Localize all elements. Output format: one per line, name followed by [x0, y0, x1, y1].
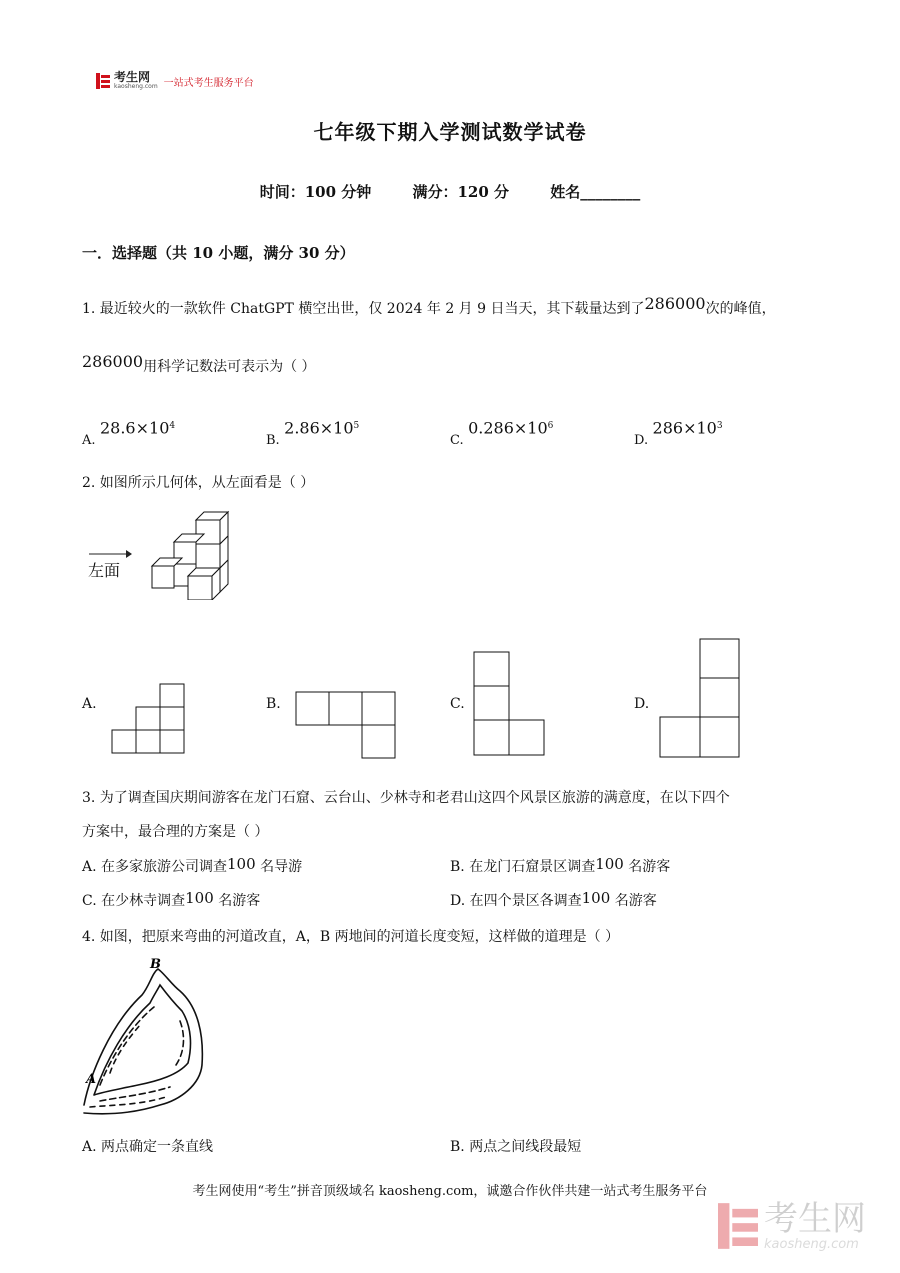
- q3-option-a[interactable]: A. 在多家旅游公司调查100 名导游: [82, 855, 303, 875]
- q3-option-b[interactable]: B. 在龙门石窟景区调查100 名游客: [450, 855, 671, 875]
- q2-option-d-figure[interactable]: [659, 638, 741, 759]
- q1-line1: 1. 最近较火的一款软件 ChatGPT 横空出世，仅 2024 年 2 月 9 日当天，其下载量达到了286000次的峰值，: [82, 294, 776, 317]
- q2-option-b-figure[interactable]: [295, 691, 397, 759]
- exam-name-field: 姓名________: [550, 183, 641, 201]
- section-heading: 一．选择题（共 10 小题，满分 30 分）: [82, 244, 355, 262]
- q3-line2: 方案中，最合理的方案是（ ）: [82, 824, 269, 840]
- point-a-label: A: [86, 1072, 97, 1087]
- view-label: 左面: [88, 561, 121, 580]
- exam-time: 时间：100 分钟: [259, 183, 372, 201]
- q1-line2: 286000用科学记数法可表示为（ ）: [82, 352, 316, 375]
- q1-option-a[interactable]: A. $28.6\times 10^4$: [82, 418, 176, 448]
- watermark: [718, 1200, 866, 1252]
- q2-view-direction: [88, 548, 132, 581]
- exam-title: 七年级下期入学测试数学试卷: [313, 120, 587, 144]
- q1-option-d[interactable]: D. $286\times 10^3$: [634, 418, 723, 448]
- q2-option-c-figure[interactable]: [473, 651, 547, 757]
- q4-river-figure: [80, 955, 210, 1120]
- exam-info: [0, 181, 900, 202]
- watermark-logo-icon: [718, 1200, 758, 1252]
- q2-option-c-label[interactable]: C.: [450, 696, 465, 712]
- logo-domain: kaosheng.com: [114, 83, 158, 90]
- q2-option-d-label[interactable]: D.: [634, 696, 650, 712]
- q4-text: 4. 如图，把原来弯曲的河道改直，A，B 两地间的河道长度变短，这样做的道理是（ ）: [82, 929, 620, 945]
- q2-option-a-figure[interactable]: [111, 683, 185, 755]
- watermark-domain: kaosheng.com: [764, 1236, 859, 1252]
- q4-option-a[interactable]: A. 两点确定一条直线: [82, 1139, 214, 1155]
- q2-option-a-label[interactable]: A.: [82, 696, 97, 712]
- q2-solid-figure: [148, 508, 232, 600]
- kaosheng-logo-icon: [96, 73, 110, 89]
- q3-option-d[interactable]: D. 在四个景区各调查100 名游客: [450, 889, 657, 909]
- q1-option-b[interactable]: B. $2.86\times 10^5$: [266, 418, 360, 448]
- header-logo: [96, 72, 254, 90]
- exam-score: 满分：120 分: [412, 183, 510, 201]
- q4-option-b[interactable]: B. 两点之间线段最短: [450, 1139, 582, 1155]
- q3-line1: 3. 为了调查国庆期间游客在龙门石窟、云台山、少林寺和老君山这四个风景区旅游的满意度，在以下四个: [82, 790, 730, 806]
- watermark-name: 考生网: [764, 1198, 866, 1239]
- logo-slogan: 一站式考生服务平台: [163, 77, 254, 89]
- q2-option-b-label[interactable]: B.: [266, 696, 281, 712]
- q2-text: 2. 如图所示几何体，从左面看是（ ）: [82, 475, 315, 491]
- q1-option-c[interactable]: C. $0.286\times 10^6$: [450, 418, 554, 448]
- point-b-label: B: [150, 957, 161, 972]
- page-footer: 考生网使用“考生”拼音顶级域名 kaosheng.com，诚邀合作伙伴共建一站式考生服务平台: [192, 1184, 708, 1199]
- q3-option-c[interactable]: C. 在少林寺调查100 名游客: [82, 889, 261, 909]
- logo-name: 考生网: [114, 70, 151, 84]
